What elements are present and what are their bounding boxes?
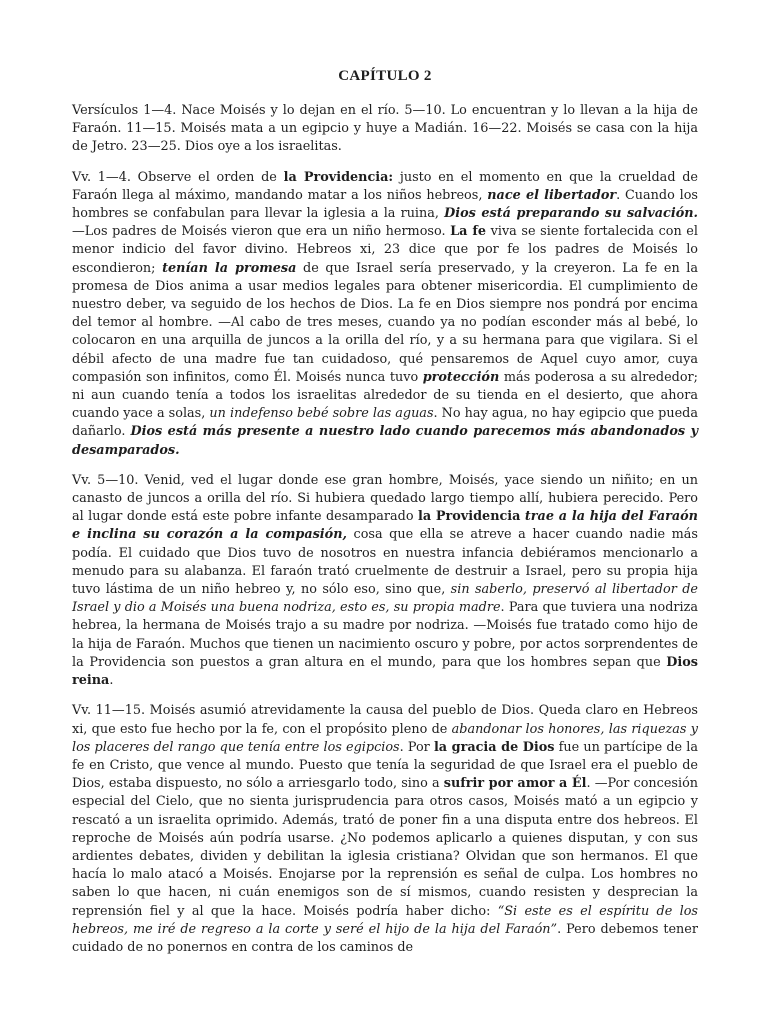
paragraph-verses-1-4: [72, 169, 698, 460]
emphasis-text: La fe: [450, 224, 487, 240]
body-text: Vv. 11—15. Moisés asumió atrevidamente la causa del pueblo de Dios. Queda claro en Hebreos xi, que esto fue hecho por la fe, con el propósito pleno de: [72, 703, 698, 737]
body-text: Versículos 1—4. Nace Moisés y lo dejan en el río. 5—10. Lo encuentran y lo llevan a la hija de Faraón. 11—15. Moisés mata a un egipcio y huye a Madián. 16—22. Moisés se casa con la hija de Jetro. 23—25. Dios oye a los israelitas.: [72, 103, 698, 155]
body-text: . No hay agua, no hay egipcio que pueda dañarlo.: [72, 406, 698, 440]
emphasis-text: Dios está más presente a nuestro lado cuando parecemos más abandonados y desamparados.: [72, 424, 699, 458]
body-text: . Por: [399, 739, 434, 755]
chapter-title: CAPÍTULO 2: [338, 68, 432, 84]
body-text: Vv. 5—10. Venid, ved el lugar donde ese gran hombre, Moisés, yace siendo un niñito; en un canasto de juncos a orilla del río. Si hubiera quedado largo tiempo allí, hubiera perecido. Pero al lugar donde está este pobre infante desamparado: [72, 472, 698, 525]
body-text: .: [109, 673, 114, 689]
body-text: justo en el momento en que la crueldad de Faraón llega al máximo, mandando matar a los niños hebreos,: [72, 169, 699, 203]
emphasis-text: abandonar los honores, las riquezas y los placeres del rango que tenía entre los egipcios: [72, 721, 698, 755]
emphasis-text: tenían la promesa: [162, 260, 297, 276]
emphasis-text: Dios está preparando su salvación.: [444, 206, 698, 222]
body-text: . Cuando los hombres se confabulan para llevar la iglesia a la ruina,: [72, 187, 698, 222]
body-text: fue un partícipe de la fe en Cristo, que vence al mundo. Puesto que tenía la seguridad de que Israel era el pueblo de Dios, estaba dispuesto, no sólo a arriesgarlo todo, sino a: [72, 739, 699, 792]
body-text: —Los padres de Moisés vieron que era un niño hermoso.: [72, 224, 451, 240]
emphasis-text: sufrir por amor a Él: [443, 776, 587, 792]
emphasis-text: trae a la hija del Faraón e inclina su corazón a la compasión,: [72, 509, 698, 543]
emphasis-text: la Providencia: [417, 509, 521, 525]
body-text: Vv. 1—4. Observe el orden de: [72, 169, 284, 185]
summary-paragraph: [72, 102, 698, 157]
paragraph-verses-11-15: [72, 702, 698, 957]
emphasis-text: la gracia de Dios: [433, 739, 555, 755]
paragraph-verses-5-10: [72, 472, 698, 690]
body-text: viva se siente fortalecida con el menor indicio del favor divino. Hebreos xi, 23 dice que por fe los padres de Moisés lo escondieron;: [72, 224, 698, 276]
body-text: . Pero debemos tener cuidado de no ponernos en contra de los caminos de: [72, 921, 698, 955]
body-text: cosa que ella se atreve a hacer cuando nadie más podía. El cuidado que Dios tuvo de nosotros en nuestra infancia debiéramos mencionarlo a menudo para su alabanza. El faraón trató cruelmente de destruir a Israel, pero su propia hija tuvo lástima de un niño hebreo y, no sólo eso, sino que,: [72, 527, 698, 598]
body-text: . —Por concesión especial del Cielo, que no sienta jurisprudencia para otros casos, Moisés mató a un egipcio y rescató a un israelita oprimido. Además, trató de poner fin a una disputa entre dos hebreos. El reproche de Moisés aún podría usarse. ¿No podemos aplicarlo a quienes disputan, y con sus ardientes debates, dividen y debilitan la iglesia cristiana? Olvidan que son hermanos. El que hacía lo malo atacó a Moisés. Enojarse por la reprensión es señal de culpa. Los hombres no saben lo que hacen, ni cuán enemigos son de sí mismos, cuando resisten y desprecian la reprensión fiel y al que la hace. Moisés podría haber dicho:: [72, 776, 699, 919]
emphasis-text: la Providencia:: [283, 169, 394, 185]
body-text: . Para que tuviera una nodriza hebrea, la hermana de Moisés trajo a su madre por nodriza. —Moisés fue tratado como hijo de la hija de Faraón. Muchos que tienen un nacimiento oscuro y pobre, por actos sorprendentes de la Providencia son puestos a gran altura en el mundo, para que los hombres sepan que: [72, 600, 698, 670]
body-text: más poderosa a su alrededor; ni aun cuando tenía a todos los israelitas alrededor de su tienda en el desierto, que ahora cuando yace a solas,: [72, 369, 698, 422]
emphasis-text: “Si este es el espíritu de los hebreos, me iré de regreso a la corte y seré el hijo de la hija del Faraón”: [72, 903, 698, 937]
document-page: [72, 66, 698, 969]
emphasis-text: Dios reina: [72, 654, 698, 689]
emphasis-text: un indefenso bebé sobre las aguas: [209, 406, 434, 422]
body-text: de que Israel sería preservado, y la creyeron. La fe en la promesa de Dios anima a usar medios legales para obtener misericordia. El cumplimiento de nuestro deber, va seguido de los hechos de Dios. La fe en Dios siempre nos pondrá por encima del temor al hombre. —Al cabo de tres meses, cuando ya no podían esconder más al bebé, lo colocaron en una arquilla de juncos a la orilla del río, y a su hermana para que vigilara. Si el débil afecto de una madre fue tan cuidadoso, qué pensaremos de Aquel cuyo amor, cuya compasión son infinitos, como Él. Moisés nunca tuvo: [72, 260, 699, 385]
emphasis-text: sin saberlo, preservó al libertador de Israel y dio a Moisés una buena nodriza, esto es, su propia madre: [72, 582, 698, 616]
emphasis-text: nace el libertador: [487, 187, 617, 203]
emphasis-text: protección: [422, 369, 500, 385]
